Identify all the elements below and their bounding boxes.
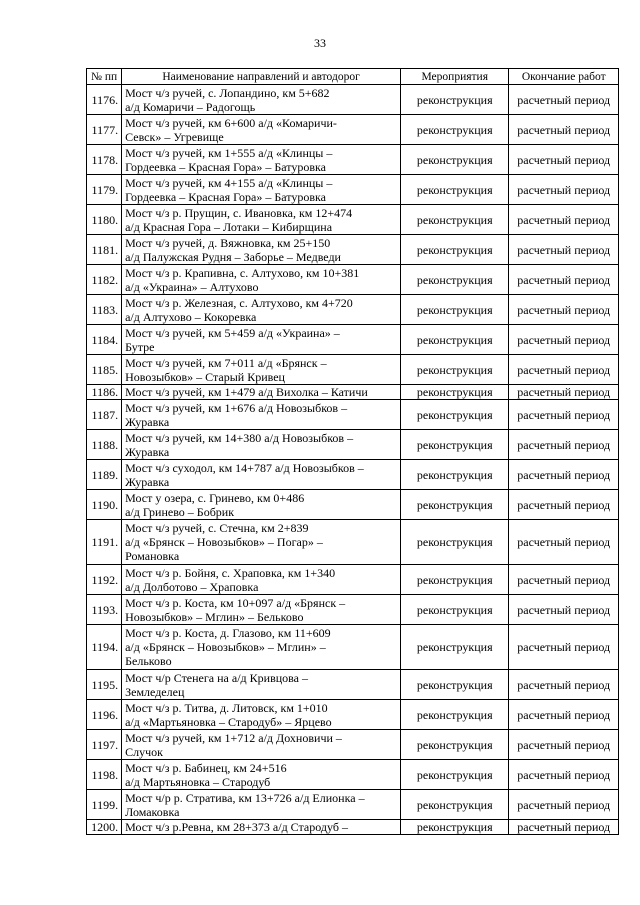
road-name-line: Мост ч/з ручей, с. Лопандино, км 5+682 [125,85,330,100]
activity-cell: реконструкция [401,430,509,460]
row-number: 1198. [87,760,122,790]
road-name-line: Журавка [125,474,170,489]
road-name-line: Мост ч/з ручей, км 1+479 а/д Вихолка – Катичи [125,385,368,399]
road-name-line: Случок [125,744,163,759]
road-name-cell [122,730,401,760]
table-row [87,730,619,760]
road-name-line: Мост ч/з р. Крапивна, с. Алтухово, км 10+381 [125,265,360,280]
table-row [87,595,619,625]
road-name-cell [122,595,401,625]
table-row [87,325,619,355]
completion-cell: расчетный период [509,520,619,565]
activity-cell: реконструкция [401,355,509,385]
activity-cell: реконструкция [401,595,509,625]
activity-cell: реконструкция [401,760,509,790]
road-name-line: Гордеевка – Красная Гора» – Батуровка [125,189,326,204]
completion-cell: расчетный период [509,265,619,295]
row-number: 1176. [87,85,122,115]
road-name-line: а/д «Мартьяновка – Стародуб» – Ярцево [125,714,332,729]
row-number: 1181. [87,235,122,265]
road-name-cell [122,85,401,115]
road-name-cell [122,670,401,700]
table-row [87,430,619,460]
road-name-cell [122,520,401,565]
road-name-line: Мост у озера, с. Гринево, км 0+486 [125,490,305,505]
row-number: 1185. [87,355,122,385]
road-name-cell [122,145,401,175]
road-name-line: а/д «Брянск – Новозыбков» – Мглин» – [125,640,326,654]
road-name-cell [122,820,401,835]
road-name-line: Мост ч/з р. Бабинец, км 24+516 [125,760,287,775]
completion-cell: расчетный период [509,385,619,400]
row-number: 1194. [87,625,122,670]
row-number: 1183. [87,295,122,325]
road-name-line: Бельково [125,654,172,668]
activity-cell: реконструкция [401,175,509,205]
row-number: 1200. [87,820,122,835]
road-name-cell [122,175,401,205]
row-number: 1184. [87,325,122,355]
table-row [87,355,619,385]
row-number: 1186. [87,385,122,400]
road-name-line: Мост ч/з ручей, км 6+600 а/д «Комаричи- [125,115,337,130]
road-name-cell [122,760,401,790]
row-number: 1197. [87,730,122,760]
activity-cell: реконструкция [401,265,509,295]
activity-cell: реконструкция [401,205,509,235]
road-name-line: Мост ч/з ручей, км 14+380 а/д Новозыбков – [125,430,354,445]
road-name-line: Мост ч/з суходол, км 14+787 а/д Новозыбков – [125,460,364,475]
completion-cell: расчетный период [509,295,619,325]
road-name-line: Мост ч/з р. Титва, д. Литовск, км 1+010 [125,700,328,715]
completion-cell: расчетный период [509,115,619,145]
road-name-cell [122,325,401,355]
table-row [87,460,619,490]
row-number: 1180. [87,205,122,235]
completion-cell: расчетный период [509,205,619,235]
road-name-line: а/д Палужская Рудня – Заборье – Медведи [125,249,341,264]
table-row [87,400,619,430]
activity-cell: реконструкция [401,625,509,670]
road-name-line: Мост ч/з ручей, км 1+555 а/д «Клинцы – [125,145,333,160]
completion-cell: расчетный период [509,670,619,700]
road-name-line: а/д Гринево – Бобрик [125,504,235,519]
table-row [87,385,619,400]
row-number: 1193. [87,595,122,625]
activity-cell: реконструкция [401,295,509,325]
table-row [87,520,619,565]
road-name-line: Мост ч/р Стенега на а/д Кривцова – [125,670,308,685]
road-name-cell [122,790,401,820]
row-number: 1196. [87,700,122,730]
activity-cell: реконструкция [401,820,509,835]
road-name-cell [122,430,401,460]
road-name-cell [122,115,401,145]
table-row [87,265,619,295]
completion-cell: расчетный период [509,625,619,670]
activity-cell: реконструкция [401,400,509,430]
activity-cell: реконструкция [401,85,509,115]
table-row [87,205,619,235]
completion-cell: расчетный период [509,400,619,430]
road-name-line: Мост ч/з ручей, км 1+712 а/д Дохновичи – [125,730,342,745]
header-number: № пп [87,69,122,85]
completion-cell: расчетный период [509,595,619,625]
road-name-line: а/д Красная Гора – Лотаки – Кибирщина [125,219,333,234]
row-number: 1177. [87,115,122,145]
road-name-cell [122,355,401,385]
activity-cell: реконструкция [401,565,509,595]
completion-cell: расчетный период [509,175,619,205]
table-row [87,625,619,670]
table-row [87,790,619,820]
road-name-line: Новозыбков» – Старый Кривец [125,369,285,384]
road-name-line: Мост ч/з ручей, км 7+011 а/д «Брянск – [125,355,327,370]
activity-cell: реконструкция [401,490,509,520]
activity-cell: реконструкция [401,670,509,700]
completion-cell: расчетный период [509,145,619,175]
completion-cell: расчетный период [509,430,619,460]
activity-cell: реконструкция [401,460,509,490]
row-number: 1199. [87,790,122,820]
road-name-line: Романовка [125,549,180,563]
row-number: 1191. [87,520,122,565]
row-number: 1187. [87,400,122,430]
table-row [87,490,619,520]
road-name-line: Мост ч/з р.Ревна, км 28+373 а/д Стародуб – [125,820,348,834]
table-row [87,85,619,115]
road-name-line: а/д Мартьяновка – Стародуб [125,774,271,789]
road-name-cell [122,490,401,520]
road-name-cell [122,385,401,400]
table-row [87,295,619,325]
activity-cell: реконструкция [401,385,509,400]
table-row [87,760,619,790]
activity-cell: реконструкция [401,325,509,355]
row-number: 1190. [87,490,122,520]
road-name-line: Мост ч/з ручей, км 4+155 а/д «Клинцы – [125,175,333,190]
road-name-line: а/д Алтухово – Кокоревка [125,309,257,324]
page-number: 33 [314,36,326,50]
completion-cell: расчетный период [509,760,619,790]
completion-cell: расчетный период [509,790,619,820]
road-name-line: Мост ч/з р. Прущин, с. Ивановка, км 12+474 [125,205,353,220]
header-activity: Мероприятия [401,69,509,85]
activity-cell: реконструкция [401,790,509,820]
row-number: 1182. [87,265,122,295]
table-body [87,85,619,835]
road-name-line: а/д Комаричи – Радогощь [125,99,256,114]
row-number: 1189. [87,460,122,490]
table-row [87,670,619,700]
road-name-line: Мост ч/р р. Стратива, км 13+726 а/д Елионка – [125,790,365,805]
activity-cell: реконструкция [401,700,509,730]
road-name-line: Мост ч/з ручей, д. Вяжновка, км 25+150 [125,235,331,250]
road-name-line: Мост ч/з р. Железная, с. Алтухово, км 4+720 [125,295,353,310]
road-name-line: Новозыбков» – Мглин» – Бельково [125,609,304,624]
road-name-cell [122,400,401,430]
header-completion: Окончание работ [509,69,619,85]
road-name-cell [122,235,401,265]
road-name-line: Журавка [125,444,170,459]
table-row [87,175,619,205]
row-number: 1192. [87,565,122,595]
road-name-line: Земледелец [125,684,185,699]
completion-cell: расчетный период [509,85,619,115]
activity-cell: реконструкция [401,730,509,760]
completion-cell: расчетный период [509,355,619,385]
table-row [87,145,619,175]
table-row [87,700,619,730]
row-number: 1188. [87,430,122,460]
road-name-cell [122,460,401,490]
table-row [87,115,619,145]
road-name-line: Мост ч/з ручей, км 1+676 а/д Новозыбков – [125,400,348,415]
header-name: Наименование направлений и автодорог [122,69,401,85]
road-name-line: Мост ч/з р. Коста, д. Глазово, км 11+609 [125,626,331,640]
activity-cell: реконструкция [401,520,509,565]
completion-cell: расчетный период [509,460,619,490]
road-name-line: Журавка [125,414,170,429]
road-name-line: Ломаковка [125,804,180,819]
table-row [87,820,619,835]
completion-cell: расчетный период [509,730,619,760]
row-number: 1195. [87,670,122,700]
completion-cell: расчетный период [509,700,619,730]
road-name-line: а/д «Украина» – Алтухово [125,279,259,294]
completion-cell: расчетный период [509,325,619,355]
row-number: 1178. [87,145,122,175]
road-name-line: Мост ч/з р. Бойня, с. Храповка, км 1+340 [125,565,336,580]
table-row [87,565,619,595]
road-name-line: Гордеевка – Красная Гора» – Батуровка [125,159,326,174]
road-name-line: Мост ч/з ручей, с. Стечна, км 2+839 [125,521,309,535]
row-number: 1179. [87,175,122,205]
completion-cell: расчетный период [509,565,619,595]
road-name-cell [122,565,401,595]
activity-cell: реконструкция [401,235,509,265]
road-name-line: а/д «Брянск – Новозыбков» – Погар» – [125,535,323,549]
road-name-line: Севск» – Угревище [125,129,224,144]
road-name-line: а/д Долботово – Храповка [125,579,259,594]
road-name-line: Мост ч/з ручей, км 5+459 а/д «Украина» – [125,325,340,340]
road-name-line: Бутре [125,339,155,354]
road-name-cell [122,625,401,670]
completion-cell: расчетный период [509,490,619,520]
roads-table [86,68,619,835]
road-name-line: Мост ч/з р. Коста, км 10+097 а/д «Брянск – [125,595,346,610]
table-row [87,235,619,265]
activity-cell: реконструкция [401,145,509,175]
table-header-row [87,69,619,85]
activity-cell: реконструкция [401,115,509,145]
road-name-cell [122,295,401,325]
completion-cell: расчетный период [509,235,619,265]
road-name-cell [122,265,401,295]
road-name-cell [122,205,401,235]
completion-cell: расчетный период [509,820,619,835]
road-name-cell [122,700,401,730]
